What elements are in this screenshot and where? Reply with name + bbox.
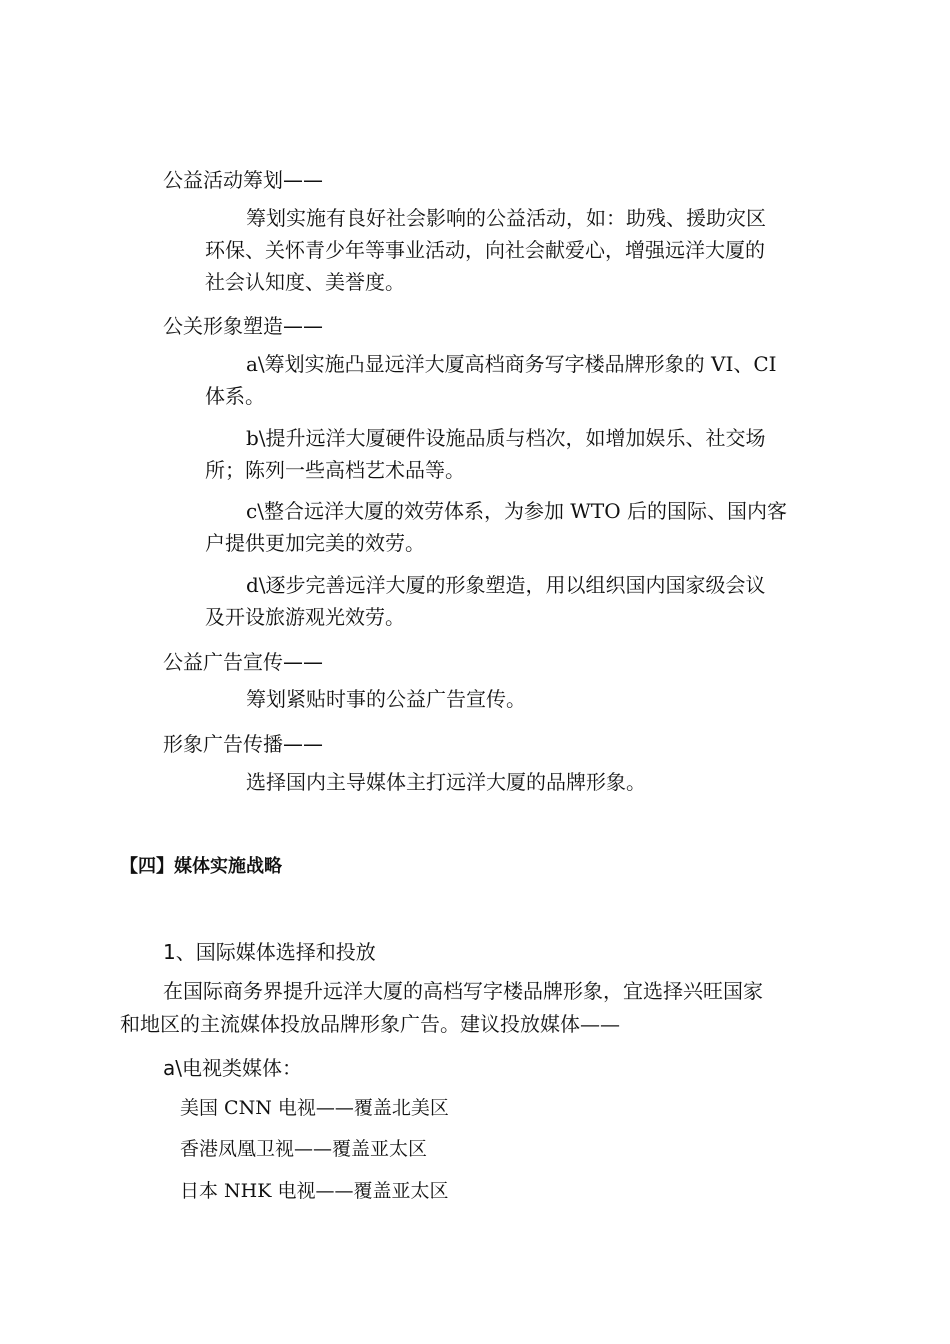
image-ad-heading: 形象广告传播——: [163, 732, 323, 756]
intro-line-2: 和地区的主流媒体投放品牌形象广告。建议投放媒体——: [120, 1012, 620, 1036]
tv-item-phoenix: 香港凤凰卫视——覆盖亚太区: [180, 1138, 428, 1160]
intro-line-1: 在国际商务界提升远洋大厦的高档写字楼品牌形象，宜选择兴旺国家: [163, 979, 763, 1003]
tv-item-nhk: 日本 NHK 电视——覆盖亚太区: [180, 1180, 449, 1202]
charity-line-2: 环保、关怀青少年等事业活动，向社会献爱心，增强远洋大厦的: [205, 238, 765, 262]
pr-item-a-line-1: a\筹划实施凸显远洋大厦高档商务写字楼品牌形象的 VI、CI: [246, 352, 777, 376]
charity-ad-line: 筹划紧贴时事的公益广告宣传。: [246, 687, 526, 711]
pr-item-b-line-2: 所；陈列一些高档艺术品等。: [205, 458, 465, 482]
charity-line-1: 筹划实施有良好社会影响的公益活动，如：助残、援助灾区: [246, 206, 766, 230]
pr-item-a-line-2: 体系。: [205, 384, 265, 408]
section-title: 【四】媒体实施战略: [120, 856, 282, 877]
pr-item-d-line-2: 及开设旅游观光效劳。: [205, 605, 405, 629]
pr-item-c-line-1: c\整合远洋大厦的效劳体系，为参加 WTO 后的国际、国内客: [246, 499, 787, 523]
pr-image-heading: 公关形象塑造——: [163, 314, 323, 338]
image-ad-line: 选择国内主导媒体主打远洋大厦的品牌形象。: [246, 770, 646, 794]
sub-heading-international-media: 1、国际媒体选择和投放: [163, 940, 376, 964]
tv-media-heading: a\电视类媒体：: [163, 1056, 302, 1080]
pr-item-b-line-1: b\提升远洋大厦硬件设施品质与档次，如增加娱乐、社交场: [246, 426, 766, 450]
pr-item-c-line-2: 户提供更加完美的效劳。: [205, 531, 425, 555]
charity-line-3: 社会认知度、美誉度。: [205, 270, 405, 294]
charity-heading: 公益活动筹划——: [163, 168, 323, 192]
charity-ad-heading: 公益广告宣传——: [163, 650, 323, 674]
pr-item-d-line-1: d\逐步完善远洋大厦的形象塑造，用以组织国内国家级会议: [246, 573, 766, 597]
tv-item-cnn: 美国 CNN 电视——覆盖北美区: [180, 1097, 449, 1119]
